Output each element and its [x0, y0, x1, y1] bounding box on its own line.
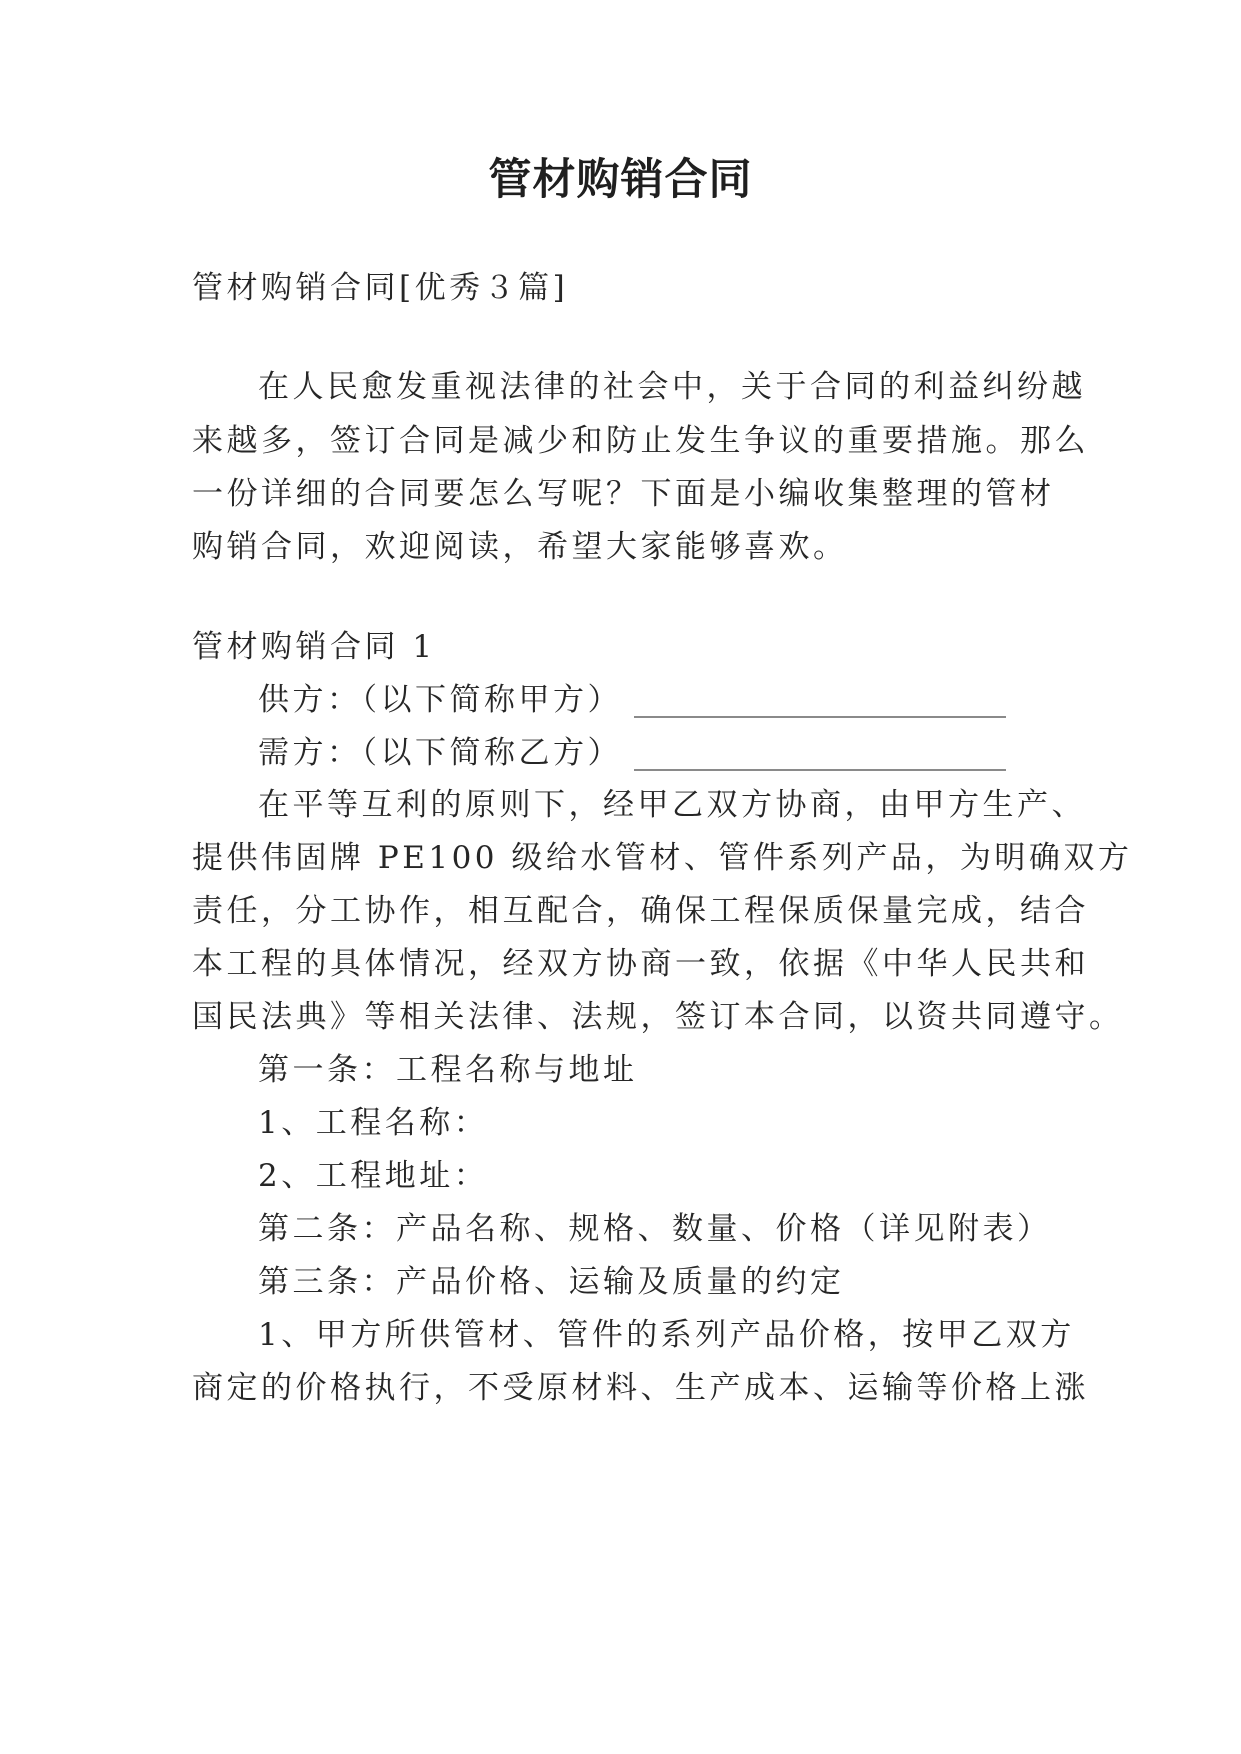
- supplier-line: [258, 680, 1006, 720]
- supplier-label: 供方：（以下简称甲方）: [258, 682, 622, 718]
- body-line-1: 在平等互利的原则下，经甲乙双方协商，由甲方生产、: [258, 787, 1086, 823]
- article-3-item-1: 1、甲方所供管材、管件的系列产品价格，按甲乙双方: [258, 1317, 1075, 1353]
- section-heading: 管材购销合同 1: [192, 629, 436, 665]
- buyer-blank: [634, 769, 1006, 771]
- article-3-heading: 第三条：产品价格、运输及质量的约定: [258, 1264, 845, 1300]
- buyer-label: 需方：（以下简称乙方）: [258, 735, 622, 771]
- body-line-3: 责任，分工协作，相互配合，确保工程保质保量完成，结合: [192, 893, 1089, 929]
- body-line-5: 国民法典》等相关法律、法规，签订本合同，以资共同遵守。: [192, 999, 1124, 1035]
- article-3-item-1-cont: 商定的价格执行，不受原材料、生产成本、运输等价格上涨: [192, 1370, 1089, 1406]
- buyer-line: [258, 733, 1006, 773]
- intro-line-2: 来越多，签订合同是减少和防止发生争议的重要措施。那么: [192, 423, 1089, 459]
- document-title: 管材购销合同: [488, 155, 753, 205]
- body-line-2: 提供伟固牌 PE100 级给水管材、管件系列产品，为明确双方: [192, 840, 1133, 876]
- project-address-line: 2、工程地址：: [258, 1158, 489, 1194]
- article-2-heading: 第二条：产品名称、规格、数量、价格（详见附表）: [258, 1211, 1052, 1247]
- article-1-heading: 第一条：工程名称与地址: [258, 1052, 638, 1088]
- intro-line-3: 一份详细的合同要怎么写呢？下面是小编收集整理的管材: [192, 476, 1055, 512]
- document-subtitle: 管材购销合同[优秀３篇]: [192, 270, 569, 306]
- supplier-blank: [634, 716, 1006, 718]
- intro-line-1: 在人民愈发重视法律的社会中，关于合同的利益纠纷越: [258, 369, 1086, 405]
- body-line-4: 本工程的具体情况，经双方协商一致，依据《中华人民共和: [192, 946, 1089, 982]
- intro-line-4: 购销合同，欢迎阅读，希望大家能够喜欢。: [192, 529, 848, 565]
- project-name-line: 1、工程名称：: [258, 1105, 489, 1141]
